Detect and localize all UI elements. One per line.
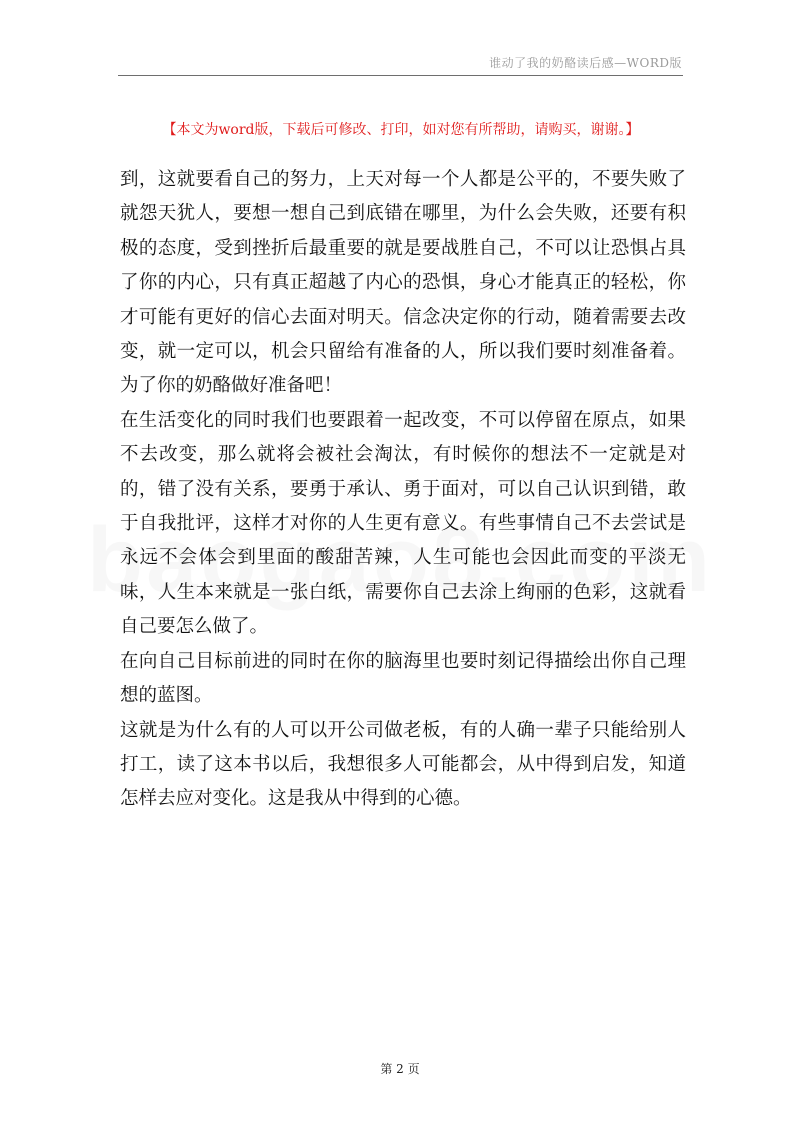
document-header-title: 谁动了我的奶酪读后感—WORD版 [489, 56, 682, 70]
body-paragraph-1: 到，这就要看自己的努力，上天对每一个人都是公平的，不要失败了就怨天犹人，要想一想自己到底错在哪里，为什么会失败，还要有积极的态度，受到挫折后最重要的就是要战胜自己，不可以让恐惧占具了你的内心，只有真正超越了内心的恐惧，身心才能真正的轻松，你才可能有更好的信心去面对明天。信念决定你的行动，随着需要去改变，就一定可以，机会只留给有准备的人，所以我们要时刻准备着。为了你的奶酪做好准备吧！ [120, 169, 686, 397]
body-paragraph-4: 这就是为什么有的人可以开公司做老板，有的人确一辈子只能给别人打工，读了这本书以后，我想很多人可能都会，从中得到启发，知道怎样去应对变化。这是我从中得到的心德。 [120, 719, 686, 810]
header-divider [118, 75, 683, 76]
purchase-notice: 【本文为word版，下载后可修改、打印，如对您有所帮助，请购买，谢谢。】 [162, 122, 640, 138]
document-body [120, 163, 686, 817]
body-paragraph-3: 在向自己目标前进的同时在你的脑海里也要时刻记得描绘出你自己理想的蓝图。 [120, 650, 686, 707]
body-paragraph-2: 在生活变化的同时我们也要跟着一起改变，不可以停留在原点，如果不去改变，那么就将会被社会淘汰，有时候你的想法不一定就是对的，错了没有关系，要勇于承认、勇于面对，可以自己认识到错，敢于自我批评，这样才对你的人生更有意义。有些事情自己不去尝试是永远不会体会到里面的酸甜苦辣，人生可能也会因此而变的平淡无味，人生本来就是一张白纸，需要你自己去涂上绚丽的色彩，这就看自己要怎么做了。 [120, 409, 686, 638]
page-number: 第 2 页 [380, 1062, 420, 1076]
